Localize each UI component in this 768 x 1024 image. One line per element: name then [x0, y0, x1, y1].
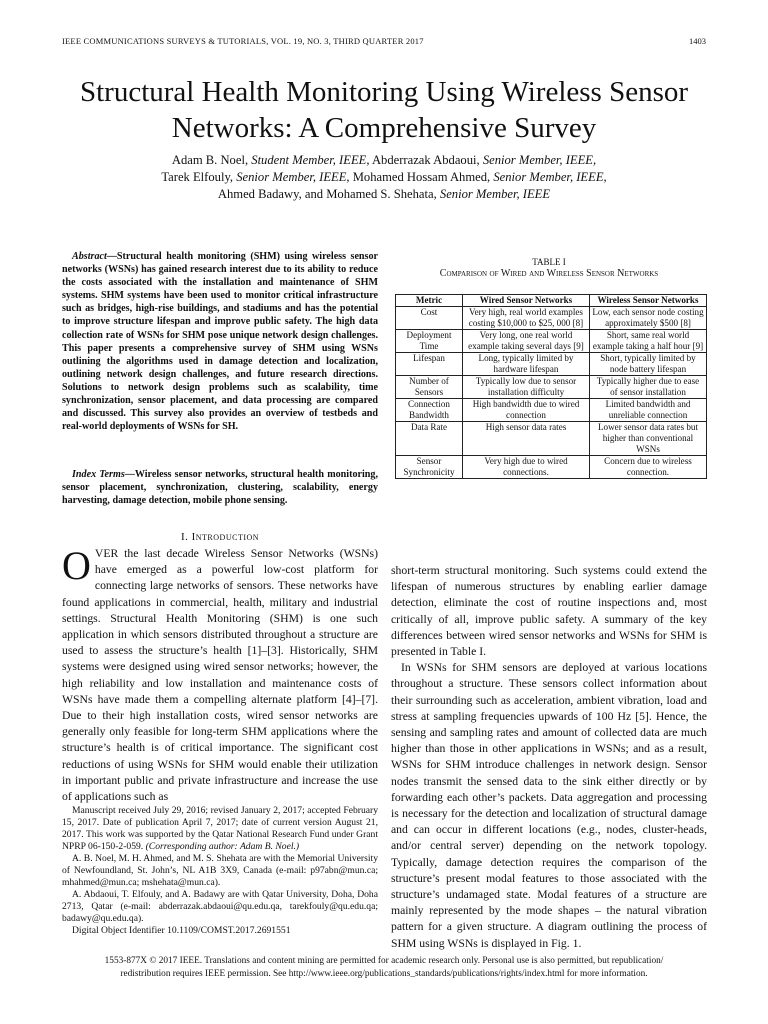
table-row	[396, 353, 707, 376]
table-cell: Short, same real world example taking a half hour [9]	[590, 330, 707, 353]
table-cell: Typically higher due to ease of sensor installation	[590, 376, 707, 399]
table-label: TABLE I	[532, 257, 566, 267]
introduction-text	[62, 543, 378, 805]
author-line-2	[40, 169, 728, 186]
author-name: Adam B. Noel,	[171, 153, 249, 167]
right-column-text	[391, 563, 707, 952]
table-cell: Data Rate	[396, 422, 463, 456]
comparison-table	[395, 294, 707, 479]
abstract-label: Abstract	[72, 251, 107, 262]
author-line-1	[40, 152, 728, 169]
author-role: Senior Member, IEEE,	[236, 170, 350, 184]
author-role: Student Member, IEEE,	[251, 153, 370, 167]
table-cell: Lifespan	[396, 353, 463, 376]
table-cell: Deployment Time	[396, 330, 463, 353]
table-cell: Connection Bandwidth	[396, 399, 463, 422]
title-line-1: Structural Health Monitoring Using Wireless Sensor	[79, 76, 689, 108]
table-cell: Typically low due to sensor installation difficulty	[463, 376, 590, 399]
table-row	[396, 376, 707, 399]
table-row	[396, 307, 707, 330]
table-caption	[391, 256, 707, 280]
footnote	[62, 805, 378, 937]
table-cell: High bandwidth due to wired connection	[463, 399, 590, 422]
table-row	[396, 399, 707, 422]
intro-paragraph: VER the last decade Wireless Sensor Networks (WSNs) have emerged as a powerful low-cost platform for connecting large networks of sensors. These networks have found applications in commercial, health, military and industrial settings. Structural Health Monitoring (SHM) is one such application in which sensors distributed throughout a structure are used to assess the structure’s health [1]–[3]. Historically, SHM systems were designed using wired sensor networks; however, the high reliability and low installation and maintenance costs of WSNs have made them a compelling alternate platform [4]–[7]. Due to their high installation costs, wired sensor networks are generally only feasible for long-term SHM applications where the structure’s health is of critical importance. The significant cost reductions of using WSNs for SHM would enable their utilization in important public and private infrastructure and increase the use of applications such as	[62, 547, 378, 804]
table-cell: Sensor Synchronicity	[396, 456, 463, 479]
author-role: Senior Member, IEEE	[439, 187, 551, 201]
title-line-2: Networks: A Comprehensive Survey	[171, 112, 597, 144]
author-line-3	[40, 186, 728, 203]
footnote-affiliation-2: A. Abdaoui, T. Elfouly, and A. Badawy are with Qatar University, Doha, Doha 2713, Qatar (e-mail: abderrazak.abdaoui@qu.edu.qa, tarekfouly@qu.edu.qa; badawy@qu.edu.qa).	[62, 889, 378, 924]
footnote-manuscript: Manuscript received July 29, 2016; revised January 2, 2017; accepted February 15, 2017. Date of publication April 7, 2017; date of current version August 21, 2017. This work was supported by the Qatar National Research Fund under Grant NPRP 06-150-2-059. (Corresponding author: Adam B. Noel.)	[62, 805, 378, 852]
journal-header: IEEE COMMUNICATIONS SURVEYS & TUTORIALS, VOL. 19, NO. 3, THIRD QUARTER 2017	[62, 36, 424, 46]
index-terms-text: —Wireless sensor networks, structural health monitoring, sensor placement, synchronization, clustering, scalability, energy harvesting, damage detection, mobile phone sensing.	[62, 469, 378, 507]
footnote-doi: Digital Object Identifier 10.1109/COMST.2017.2691551	[72, 925, 291, 936]
paper-title	[40, 74, 728, 146]
table-cell: Cost	[396, 307, 463, 330]
index-terms-label: Index Terms	[72, 469, 125, 480]
author-name: Ahmed Badawy, and Mohamed S. Shehata,	[217, 187, 437, 201]
footnote-affiliation-1: A. B. Noel, M. H. Ahmed, and M. S. Shehata are with the Memorial University of Newfoundland, St. John’s, NL A1B 3X9, Canada (e-mail: p97abn@mun.ca; mhahmed@mun.ca; mshehata@mun.ca).	[62, 853, 378, 888]
copyright-line-1: 1553-877X © 2017 IEEE. Translations and content mining are permitted for academic research only. Personal use is also permitted, but republication/	[104, 956, 664, 966]
table-cell: Number of Sensors	[396, 376, 463, 399]
section-heading	[62, 531, 378, 543]
body-paragraph: short-term structural monitoring. Such systems could extend the lifespan of numerous structures by enabling earlier damage detection, eliminate the cost of routine inspections and, most critically of all, improve public safety. A summary of the key differences between wired sensor networks and WSNs for SHM is presented in Table I.	[391, 564, 707, 659]
table-cell: Lower sensor data rates but higher than conventional WSNs	[590, 422, 707, 456]
table-cell: Long, typically limited by hardware lifespan	[463, 353, 590, 376]
table-cell: Very long, one real world example taking several days [9]	[463, 330, 590, 353]
drop-cap: O	[62, 543, 91, 588]
copyright-notice	[40, 955, 728, 980]
table-row	[396, 330, 707, 353]
table-cell: Very high, real world examples costing $10,000 to $25, 000 [8]	[463, 307, 590, 330]
section-title: Introduction	[191, 531, 260, 543]
author-name: Mohamed Hossam Ahmed,	[352, 170, 491, 184]
abstract	[62, 250, 378, 433]
copyright-line-2: redistribution requires IEEE permission. See http://www.ieee.org/publications_standards/publications/rights/index.html for more information.	[120, 968, 648, 979]
page-number: 1403	[689, 36, 706, 46]
section-number: I.	[180, 531, 189, 543]
table-cell: Low, each sensor node costing approximately $500 [8]	[590, 307, 707, 330]
index-terms	[62, 468, 378, 507]
table-row	[396, 456, 707, 479]
table-header-cell: Wireless Sensor Networks	[590, 295, 707, 307]
abstract-text: —Structural health monitoring (SHM) using wireless sensor networks (WSNs) has gained research interest due to its ability to reduce the costs associated with the installation and maintenance of SHM systems. SHM systems have been used to monitor critical infrastructure such as bridges, high-rise buildings, and stadiums and has the potential to improve structure lifespan and improve public safety. The high data collection rate of WSNs for SHM pose unique network design challenges. This paper presents a comprehensive survey of SHM using WSNs outlining the algorithms used in damage detection and localization, outlining network design challenges, and future research directions. Solutions to network design problems such as scalability, time synchronization, sensor placement, and data processing are compared and discussed. This survey also provides an overview of testbeds and real-world deployments of WSNs for SH.	[62, 251, 378, 433]
table-cell: Very high due to wired connections.	[463, 456, 590, 479]
table-cell: High sensor data rates	[463, 422, 590, 456]
author-role: Senior Member, IEEE,	[482, 153, 597, 167]
body-paragraph: In WSNs for SHM sensors are deployed at various locations throughout a structure. These sensors collect information about their surrounding such as acceleration, ambient vibration, load and stress at sampling frequencies upwards of 100 Hz [5]. Hence, the sensing and sampling rates and amount of collected data are much higher than those in other applications in WSNs; and as a result, WSNs for SHM introduce challenges in network design. Sensor nodes transmit the sensed data to the sink either directly or by forwarding each other’s packets. Data aggregation and processing is necessary for the detection and localization of structural damage and can occur in different locations (e.g., nodes, cluster-heads, and/or central server) depending on the network topology. Typically, damage detection requires the comparison of the structure’s present modal features to those associated with the structure’s undamaged state. Modal features of a structure are mainly represented by the mode shapes – the natural vibration pattern for a given structure. A diagram outlining the process of SHM using WSNs is displayed in Fig. 1.	[391, 661, 707, 950]
table-cell: Concern due to wireless connection.	[590, 456, 707, 479]
table-cell: Short, typically limited by node battery lifespan	[590, 353, 707, 376]
table-row	[396, 422, 707, 456]
author-role: Senior Member, IEEE,	[493, 170, 607, 184]
table-cell: Limited bandwidth and unreliable connection	[590, 399, 707, 422]
table-header-row	[396, 295, 707, 307]
author-name: Tarek Elfouly,	[161, 170, 234, 184]
table-header-cell: Wired Sensor Networks	[463, 295, 590, 307]
author-list	[40, 152, 728, 203]
author-name: Abderrazak Abdaoui,	[371, 153, 480, 167]
table-title: Comparison of Wired and Wireless Sensor Networks	[439, 268, 659, 279]
table-header-cell: Metric	[396, 295, 463, 307]
